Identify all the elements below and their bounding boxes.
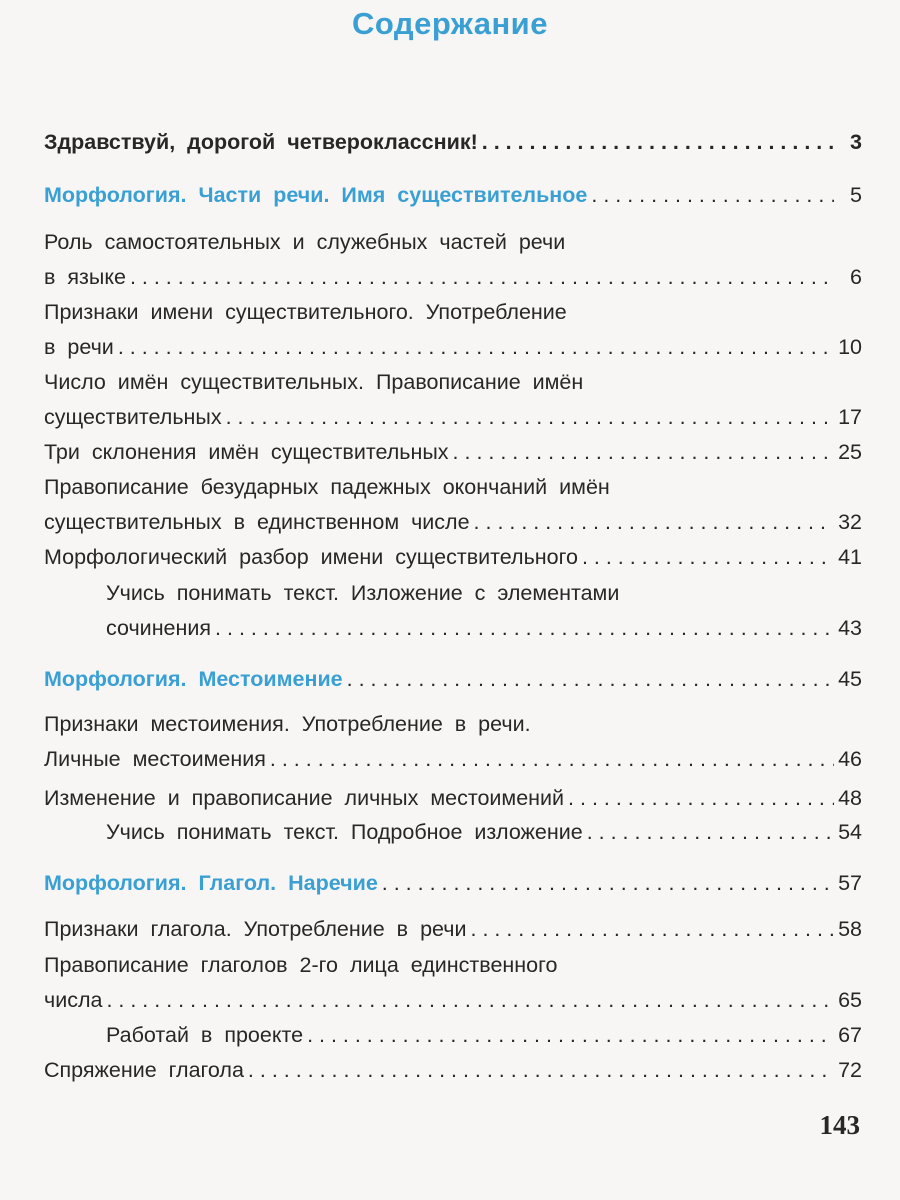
toc-entry-line — [106, 1018, 862, 1053]
toc-entry-line — [106, 576, 862, 611]
toc-entry-text: Три склонения имён существительных — [44, 440, 449, 464]
toc-entry — [106, 1018, 862, 1053]
toc-entry-text: Правописание глаголов 2-го лица единственного — [44, 953, 558, 977]
toc-entry-line — [44, 662, 862, 697]
toc-entry — [44, 707, 862, 777]
toc-page-number: 5 — [850, 183, 862, 207]
page-title: Содержание — [352, 6, 548, 41]
toc-entry-line — [44, 470, 862, 505]
toc-entry — [44, 295, 862, 365]
toc-entry-text: существительных в единственном числе — [44, 510, 470, 534]
dot-leader — [118, 330, 834, 365]
toc-entry-text: Признаки глагола. Употребление в речи — [44, 917, 467, 941]
toc-page-number: 17 — [838, 405, 862, 429]
dot-leader — [130, 260, 834, 295]
toc-entry-text: Число имён существительных. Правописание имён — [44, 370, 584, 394]
toc-entry-text: Морфология. Части речи. Имя существительное — [44, 183, 588, 207]
toc-entry — [44, 1053, 862, 1088]
dot-leader — [582, 540, 834, 575]
toc-entry — [106, 815, 862, 850]
toc-entry-text: в речи — [44, 335, 114, 359]
toc-entry — [44, 365, 862, 435]
toc-page-number: 58 — [838, 917, 862, 941]
dot-leader — [471, 912, 835, 947]
toc-page-number: 25 — [838, 440, 862, 464]
toc-page-number: 41 — [838, 545, 862, 569]
toc-entry-text: Правописание безударных падежных окончаний имён — [44, 475, 610, 499]
toc-entry-line — [44, 330, 862, 365]
toc-entry-line — [44, 983, 862, 1018]
toc-entry-line — [44, 178, 862, 213]
toc-entry-line — [44, 742, 862, 777]
toc-entry-text: Морфология. Местоимение — [44, 667, 343, 691]
toc-page-number: 72 — [838, 1058, 862, 1082]
toc-entry-text: существительных — [44, 405, 222, 429]
toc-entry-text: Учись понимать текст. Подробное изложение — [106, 820, 583, 844]
toc-page-number: 65 — [838, 988, 862, 1012]
toc-entry — [106, 576, 862, 646]
toc-entry-text: в языке — [44, 265, 126, 289]
toc-entry-line — [44, 948, 862, 983]
toc-page-number: 45 — [838, 667, 862, 691]
toc-page-number: 67 — [838, 1023, 862, 1047]
toc-entry — [44, 948, 862, 1018]
toc-entry — [44, 540, 862, 575]
toc-entry — [44, 470, 862, 540]
dot-leader — [382, 866, 834, 901]
toc-page-number: 54 — [838, 820, 862, 844]
toc-page-number: 46 — [838, 747, 862, 771]
toc-page-number: 48 — [838, 786, 862, 810]
toc-entry — [44, 781, 862, 816]
toc-entry-line — [44, 400, 862, 435]
toc-entry-line — [44, 295, 862, 330]
toc-entry-line — [106, 611, 862, 646]
dot-leader — [587, 815, 834, 850]
toc-entry-line — [44, 125, 862, 160]
toc-entry-text: Здравствуй, дорогой четвероклассник! — [44, 130, 478, 154]
toc-entry-line — [44, 225, 862, 260]
toc-entry-line — [106, 815, 862, 850]
dot-leader — [270, 742, 834, 777]
section-heading — [44, 866, 862, 901]
dot-leader — [106, 983, 834, 1018]
toc-page-number: 6 — [850, 265, 862, 289]
toc-entry — [44, 435, 862, 470]
toc-entry-line — [44, 365, 862, 400]
dot-leader — [591, 178, 834, 213]
toc-entry-text: числа — [44, 988, 103, 1012]
dot-leader — [347, 662, 834, 697]
toc-entry-line — [44, 866, 862, 901]
toc-page-number: 3 — [850, 130, 862, 154]
toc-entry-text: Изменение и правописание личных местоимений — [44, 786, 565, 810]
toc-entry-text: Признаки местоимения. Употребление в речи. — [44, 712, 531, 736]
toc-entry-line — [44, 260, 862, 295]
dot-leader — [453, 435, 834, 470]
section-heading — [44, 662, 862, 697]
dot-leader — [226, 400, 834, 435]
toc-entry — [44, 225, 862, 295]
toc-entry-text: Морфологический разбор имени существительного — [44, 545, 578, 569]
toc-page-number: 10 — [838, 335, 862, 359]
section-heading — [44, 178, 862, 213]
toc-entry-text: Роль самостоятельных и служебных частей речи — [44, 230, 566, 254]
dot-leader — [568, 781, 834, 816]
toc-entry-line — [44, 435, 862, 470]
toc-entry-line — [44, 505, 862, 540]
toc-entry-line — [44, 707, 862, 742]
toc-entry-text: Признаки имени существительного. Употребление — [44, 300, 567, 324]
dot-leader — [474, 505, 834, 540]
dot-leader — [307, 1018, 834, 1053]
toc-page-number: 43 — [838, 616, 862, 640]
page-number: 143 — [819, 1110, 860, 1140]
dot-leader — [482, 125, 834, 160]
toc-entry — [44, 912, 862, 947]
toc-page-number: 57 — [838, 871, 862, 895]
dot-leader — [248, 1053, 834, 1088]
toc-entry-line — [44, 781, 862, 816]
dot-leader — [215, 611, 834, 646]
toc-entry-text: Личные местоимения — [44, 747, 266, 771]
toc-entry-text: Спряжение глагола — [44, 1058, 244, 1082]
toc-entry-text: Морфология. Глагол. Наречие — [44, 871, 378, 895]
toc-entry — [44, 125, 862, 160]
toc-entry-line — [44, 540, 862, 575]
toc-entry-text: сочинения — [106, 616, 212, 640]
toc-entry-text: Работай в проекте — [106, 1023, 304, 1047]
toc-entry-text: Учись понимать текст. Изложение с элементами — [106, 581, 620, 605]
toc-entry-line — [44, 1053, 862, 1088]
toc-entry-line — [44, 912, 862, 947]
toc-page-number: 32 — [838, 510, 862, 534]
